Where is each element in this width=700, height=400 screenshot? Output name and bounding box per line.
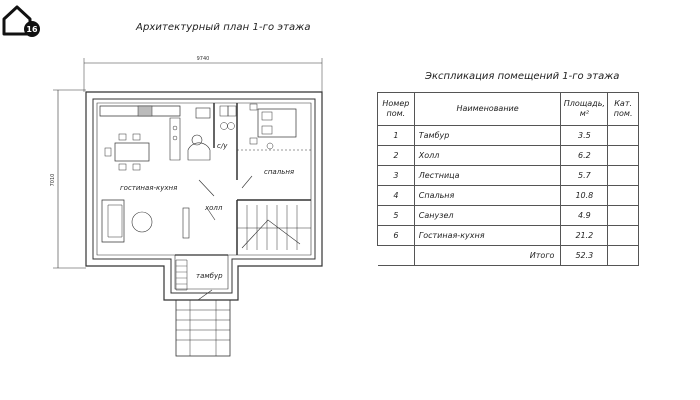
row-number: 2 xyxy=(378,146,415,166)
header-number: Номер пом. xyxy=(378,93,415,126)
table-row xyxy=(378,146,639,166)
row-name: Гостиная-кухня xyxy=(414,226,561,246)
room-label-vestibule: тамбур xyxy=(196,272,223,280)
table-row xyxy=(378,186,639,206)
row-name: Тамбур xyxy=(414,126,561,146)
row-name: Холл xyxy=(414,146,561,166)
row-category xyxy=(608,146,639,166)
dimension-width-label: 9740 xyxy=(196,56,210,62)
row-category xyxy=(608,126,639,146)
dimension-height-label: 7010 xyxy=(50,173,56,187)
room-label-living-kitchen: гостиная-кухня xyxy=(120,184,178,192)
row-name: Спальня xyxy=(414,186,561,206)
row-area: 10.8 xyxy=(561,186,608,206)
row-name: Лестница xyxy=(414,166,561,186)
room-label-bedroom: спальня xyxy=(264,168,295,176)
row-category xyxy=(608,206,639,226)
total-spacer xyxy=(378,246,415,266)
row-number: 4 xyxy=(378,186,415,206)
total-value: 52.3 xyxy=(561,246,608,266)
row-number: 1 xyxy=(378,126,415,146)
room-label-hall: холл xyxy=(205,204,223,212)
table-row xyxy=(378,126,639,146)
explication-title: Экспликация помещений 1-го этажа xyxy=(425,71,620,82)
plan-title: Архитектурный план 1-го этажа xyxy=(136,22,311,33)
row-number: 5 xyxy=(378,206,415,226)
table-total-row xyxy=(378,246,639,266)
room-label-bathroom: с/у xyxy=(217,142,228,150)
table-row xyxy=(378,206,639,226)
row-category xyxy=(608,226,639,246)
table-row xyxy=(378,226,639,246)
row-area: 5.7 xyxy=(561,166,608,186)
total-label: Итого xyxy=(414,246,561,266)
row-area: 4.9 xyxy=(561,206,608,226)
explication-table xyxy=(377,92,639,266)
total-category xyxy=(608,246,639,266)
header-area: Площадь, м² xyxy=(561,93,608,126)
row-name: Санузел xyxy=(414,206,561,226)
row-area: 21.2 xyxy=(561,226,608,246)
logo-badge: 16 xyxy=(26,25,38,34)
row-number: 6 xyxy=(378,226,415,246)
row-area: 6.2 xyxy=(561,146,608,166)
row-area: 3.5 xyxy=(561,126,608,146)
header-name: Наименование xyxy=(414,93,561,126)
row-number: 3 xyxy=(378,166,415,186)
row-category xyxy=(608,166,639,186)
header-category: Кат. пом. xyxy=(608,93,639,126)
row-category xyxy=(608,186,639,206)
table-row xyxy=(378,166,639,186)
